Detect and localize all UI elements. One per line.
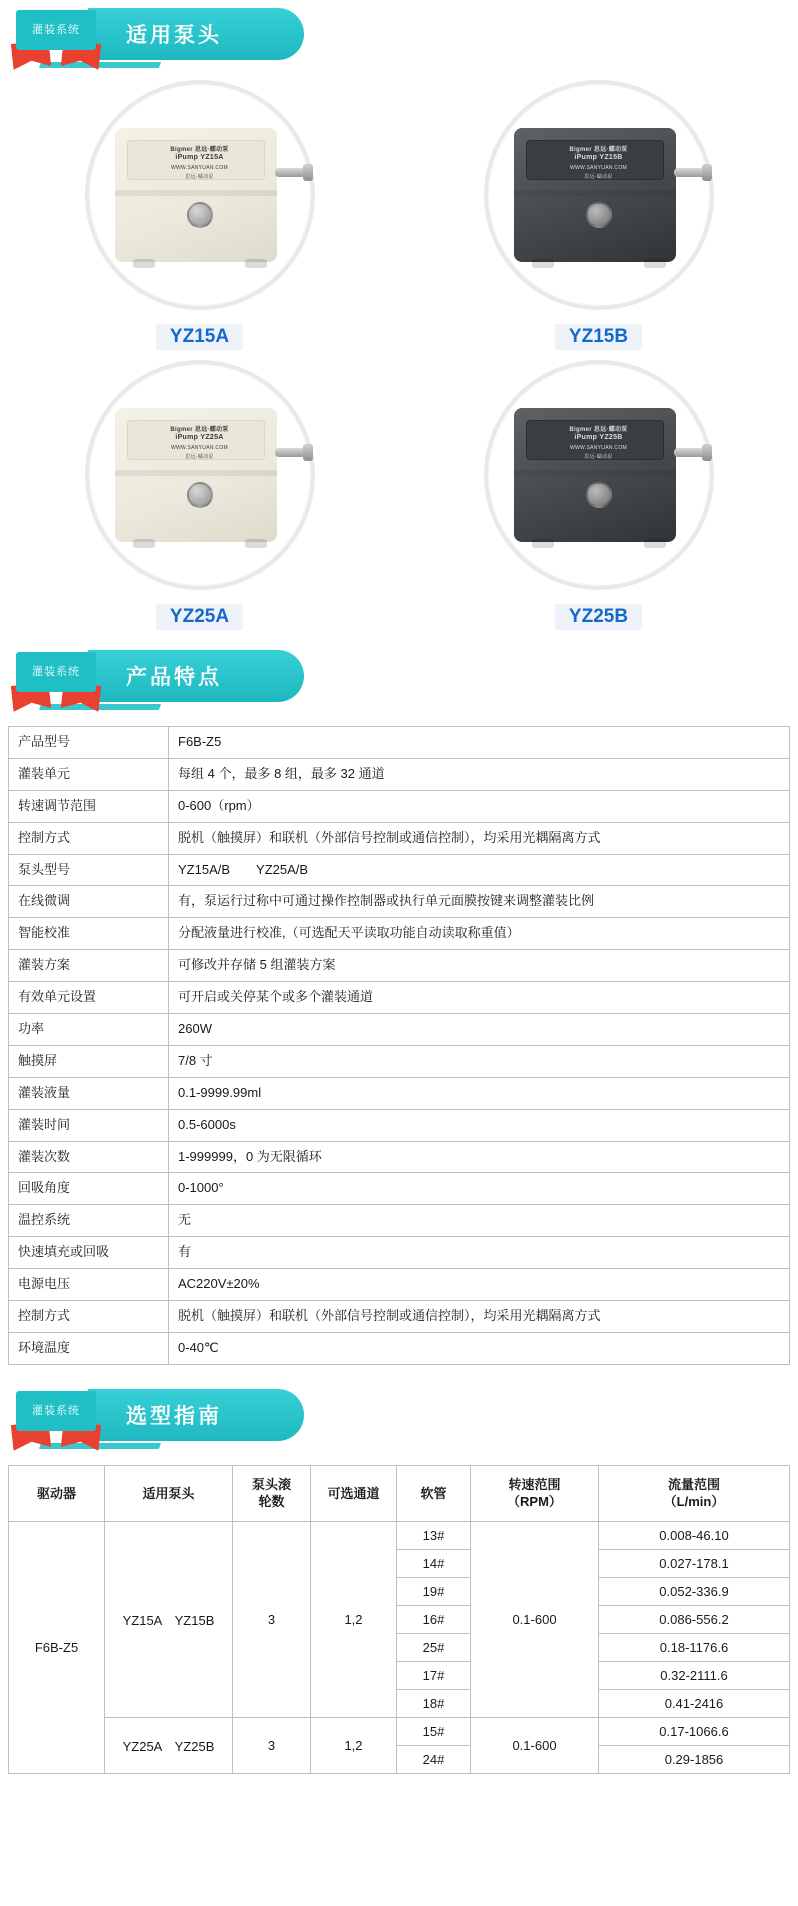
table-row — [9, 1205, 790, 1237]
col-pump-head: 适用泵头 — [105, 1465, 233, 1521]
pump-brand-text: Bigmer 思远·蠕动泵 — [569, 427, 628, 433]
spec-key: 灌装单元 — [9, 758, 169, 790]
spec-key: 控制方式 — [9, 1301, 169, 1333]
pump-site-text: WWW.SANYUAN.COM — [171, 445, 228, 451]
cell-tube: 16# — [397, 1605, 471, 1633]
table-row — [9, 822, 790, 854]
table-row — [9, 950, 790, 982]
table-row — [9, 758, 790, 790]
spec-key: 功率 — [9, 1014, 169, 1046]
pump-card — [30, 360, 370, 630]
spec-key: 回吸角度 — [9, 1173, 169, 1205]
cell-rollers: 3 — [233, 1717, 311, 1773]
pump-photo-ring — [484, 80, 714, 310]
pump-model-text: iPump YZ25A — [175, 434, 224, 441]
pump-model-text: iPump YZ15A — [175, 154, 224, 161]
pump-brand-text: Bigmer 思远·蠕动泵 — [170, 147, 229, 153]
cell-flow: 0.052-336.9 — [599, 1577, 790, 1605]
table-row — [9, 1109, 790, 1141]
table-row — [9, 1301, 790, 1333]
spec-key: 有效单元设置 — [9, 982, 169, 1014]
spec-value: 0-600（rpm） — [169, 790, 790, 822]
section-title: 选型指南 — [88, 1389, 304, 1441]
table-row — [9, 1237, 790, 1269]
spec-key: 转速调节范围 — [9, 790, 169, 822]
pump-site-text: WWW.SANYUAN.COM — [570, 445, 627, 451]
cell-speed: 0.1-600 — [471, 1521, 599, 1717]
table-row — [9, 1077, 790, 1109]
cell-tube: 17# — [397, 1661, 471, 1689]
pump-label: YZ15A — [156, 324, 243, 350]
spec-value: 脱机（触摸屏）和联机（外部信号控制或通信控制），均采用光耦隔离方式 — [169, 822, 790, 854]
table-row — [9, 886, 790, 918]
spec-value: 无 — [169, 1205, 790, 1237]
table-row — [9, 918, 790, 950]
pump-card — [429, 80, 769, 350]
spec-value: YZ15A/B YZ25A/B — [169, 854, 790, 886]
pump-shaft-tip — [702, 164, 712, 181]
spec-table — [8, 726, 790, 1365]
table-row — [9, 1173, 790, 1205]
pump-image-yz15a — [107, 120, 293, 270]
spec-value: 可开启或关停某个或多个灌装通道 — [169, 982, 790, 1014]
ribbon-badge — [10, 646, 102, 716]
table-row — [9, 982, 790, 1014]
pump-card — [429, 360, 769, 630]
pump-image-yz25a — [107, 400, 293, 550]
spec-key: 触摸屏 — [9, 1045, 169, 1077]
spec-value: 脱机（触摸屏）和联机（外部信号控制或通信控制），均采用光耦隔离方式 — [169, 1301, 790, 1333]
pump-brand-text: Bigmer 思远·蠕动泵 — [170, 427, 229, 433]
pump-gallery-row-1 — [0, 80, 798, 350]
guide-table-wrap — [0, 1455, 798, 1780]
table-row — [9, 727, 790, 759]
spec-value: 可修改并存储 5 组灌装方案 — [169, 950, 790, 982]
pump-knob — [187, 482, 213, 508]
col-rollers: 泵头滚 轮数 — [233, 1465, 311, 1521]
pump-foot-right — [245, 259, 267, 268]
table-row — [9, 1269, 790, 1301]
spec-table-wrap — [0, 716, 798, 1371]
pump-band — [514, 470, 676, 476]
section-header-selection-guide — [0, 1381, 798, 1455]
ribbon-badge — [10, 4, 102, 74]
spec-value: 每组 4 个，最多 8 组，最多 32 通道 — [169, 758, 790, 790]
col-driver: 驱动器 — [9, 1465, 105, 1521]
pump-band — [115, 470, 277, 476]
pump-shaft-tip — [702, 444, 712, 461]
cell-tube: 18# — [397, 1689, 471, 1717]
table-header-row — [9, 1465, 790, 1521]
spec-value: 0.1-9999.99ml — [169, 1077, 790, 1109]
pump-foot-right — [644, 539, 666, 548]
table-row — [9, 1045, 790, 1077]
table-row — [9, 1141, 790, 1173]
pump-photo-ring — [85, 80, 315, 310]
pump-photo-ring — [484, 360, 714, 590]
cell-channels: 1,2 — [311, 1521, 397, 1717]
table-row — [9, 1332, 790, 1364]
cell-tube: 13# — [397, 1521, 471, 1549]
pump-photo-ring — [85, 360, 315, 590]
spec-key: 泵头型号 — [9, 854, 169, 886]
ribbon-label: 灌装系统 — [16, 1391, 96, 1431]
spec-key: 环境温度 — [9, 1332, 169, 1364]
table-row — [9, 1717, 790, 1745]
spec-key: 电源电压 — [9, 1269, 169, 1301]
pump-model-text: iPump YZ15B — [574, 154, 623, 161]
spec-key: 产品型号 — [9, 727, 169, 759]
pump-knob — [586, 482, 612, 508]
col-channels: 可选通道 — [311, 1465, 397, 1521]
spec-key: 灌装时间 — [9, 1109, 169, 1141]
section-header-applicable-pump-heads — [0, 0, 798, 74]
cell-tube: 19# — [397, 1577, 471, 1605]
pump-shaft-tip — [303, 164, 313, 181]
col-flow-range: 流量范围 （L/min） — [599, 1465, 790, 1521]
cell-flow: 0.008-46.10 — [599, 1521, 790, 1549]
cell-flow: 0.086-556.2 — [599, 1605, 790, 1633]
cell-driver: F6B-Z5 — [9, 1521, 105, 1773]
spec-key: 控制方式 — [9, 822, 169, 854]
spec-value: F6B-Z5 — [169, 727, 790, 759]
pump-shaft-tip — [303, 444, 313, 461]
cell-flow: 0.17-1066.6 — [599, 1717, 790, 1745]
section-header-product-features — [0, 642, 798, 716]
pump-foot-left — [133, 259, 155, 268]
spec-key: 快速填充或回吸 — [9, 1237, 169, 1269]
cell-flow: 0.41-2416 — [599, 1689, 790, 1717]
pump-site-text: WWW.SANYUAN.COM — [570, 165, 627, 171]
cell-pump-head: YZ25A YZ25B — [105, 1717, 233, 1773]
section-title: 产品特点 — [88, 650, 304, 702]
cell-rollers: 3 — [233, 1521, 311, 1717]
spec-key: 灌装液量 — [9, 1077, 169, 1109]
spec-value: 有，泵运行过称中可通过操作控制器或执行单元面膜按键来调整灌装比例 — [169, 886, 790, 918]
spec-value: 分配液量进行校准,（可选配天平读取功能自动读取称重值） — [169, 918, 790, 950]
table-row — [9, 1521, 790, 1549]
spec-key: 智能校准 — [9, 918, 169, 950]
pump-model-text: iPump YZ25B — [574, 434, 623, 441]
pump-foot-left — [532, 259, 554, 268]
table-row — [9, 790, 790, 822]
spec-key: 灌装方案 — [9, 950, 169, 982]
pump-site-text: WWW.SANYUAN.COM — [171, 165, 228, 171]
pump-image-yz15b — [506, 120, 692, 270]
table-row — [9, 1014, 790, 1046]
spec-value: AC220V±20% — [169, 1269, 790, 1301]
spec-key: 在线微调 — [9, 886, 169, 918]
cell-flow: 0.027-178.1 — [599, 1549, 790, 1577]
cell-speed: 0.1-600 — [471, 1717, 599, 1773]
pump-band — [115, 190, 277, 196]
pump-label: YZ25B — [555, 604, 642, 630]
spec-value: 有 — [169, 1237, 790, 1269]
spec-value: 1-999999，0 为无限循环 — [169, 1141, 790, 1173]
pump-card — [30, 80, 370, 350]
cell-flow: 0.18-1176.6 — [599, 1633, 790, 1661]
col-speed-range: 转速范围 （RPM） — [471, 1465, 599, 1521]
pump-label: YZ15B — [555, 324, 642, 350]
pump-sub-text: 思远·蠕动泵 — [584, 454, 613, 460]
spec-key: 灌装次数 — [9, 1141, 169, 1173]
pump-foot-left — [532, 539, 554, 548]
section-title: 适用泵头 — [88, 8, 304, 60]
cell-channels: 1,2 — [311, 1717, 397, 1773]
pump-foot-right — [245, 539, 267, 548]
pump-foot-right — [644, 259, 666, 268]
cell-tube: 24# — [397, 1745, 471, 1773]
spec-value: 260W — [169, 1014, 790, 1046]
spec-value: 0-1000° — [169, 1173, 790, 1205]
pump-brand-text: Bigmer 思远·蠕动泵 — [569, 147, 628, 153]
ribbon-badge — [10, 1385, 102, 1455]
selection-guide-table — [8, 1465, 790, 1774]
cell-flow: 0.32-2111.6 — [599, 1661, 790, 1689]
pump-sub-text: 思远·蠕动泵 — [584, 174, 613, 180]
pump-knob — [586, 202, 612, 228]
cell-tube: 14# — [397, 1549, 471, 1577]
cell-flow: 0.29-1856 — [599, 1745, 790, 1773]
cell-tube: 25# — [397, 1633, 471, 1661]
pump-gallery — [0, 74, 798, 634]
pump-image-yz25b — [506, 400, 692, 550]
pump-gallery-row-2 — [0, 360, 798, 630]
pump-band — [514, 190, 676, 196]
spec-key: 温控系统 — [9, 1205, 169, 1237]
pump-sub-text: 思远·蠕动泵 — [185, 454, 214, 460]
ribbon-label: 灌装系统 — [16, 652, 96, 692]
pump-label: YZ25A — [156, 604, 243, 630]
pump-foot-left — [133, 539, 155, 548]
cell-tube: 15# — [397, 1717, 471, 1745]
pump-sub-text: 思远·蠕动泵 — [185, 174, 214, 180]
spec-value: 0.5-6000s — [169, 1109, 790, 1141]
spec-value: 7/8 寸 — [169, 1045, 790, 1077]
pump-knob — [187, 202, 213, 228]
cell-pump-head: YZ15A YZ15B — [105, 1521, 233, 1717]
col-tube: 软管 — [397, 1465, 471, 1521]
ribbon-label: 灌装系统 — [16, 10, 96, 50]
table-row — [9, 854, 790, 886]
spec-value: 0-40℃ — [169, 1332, 790, 1364]
